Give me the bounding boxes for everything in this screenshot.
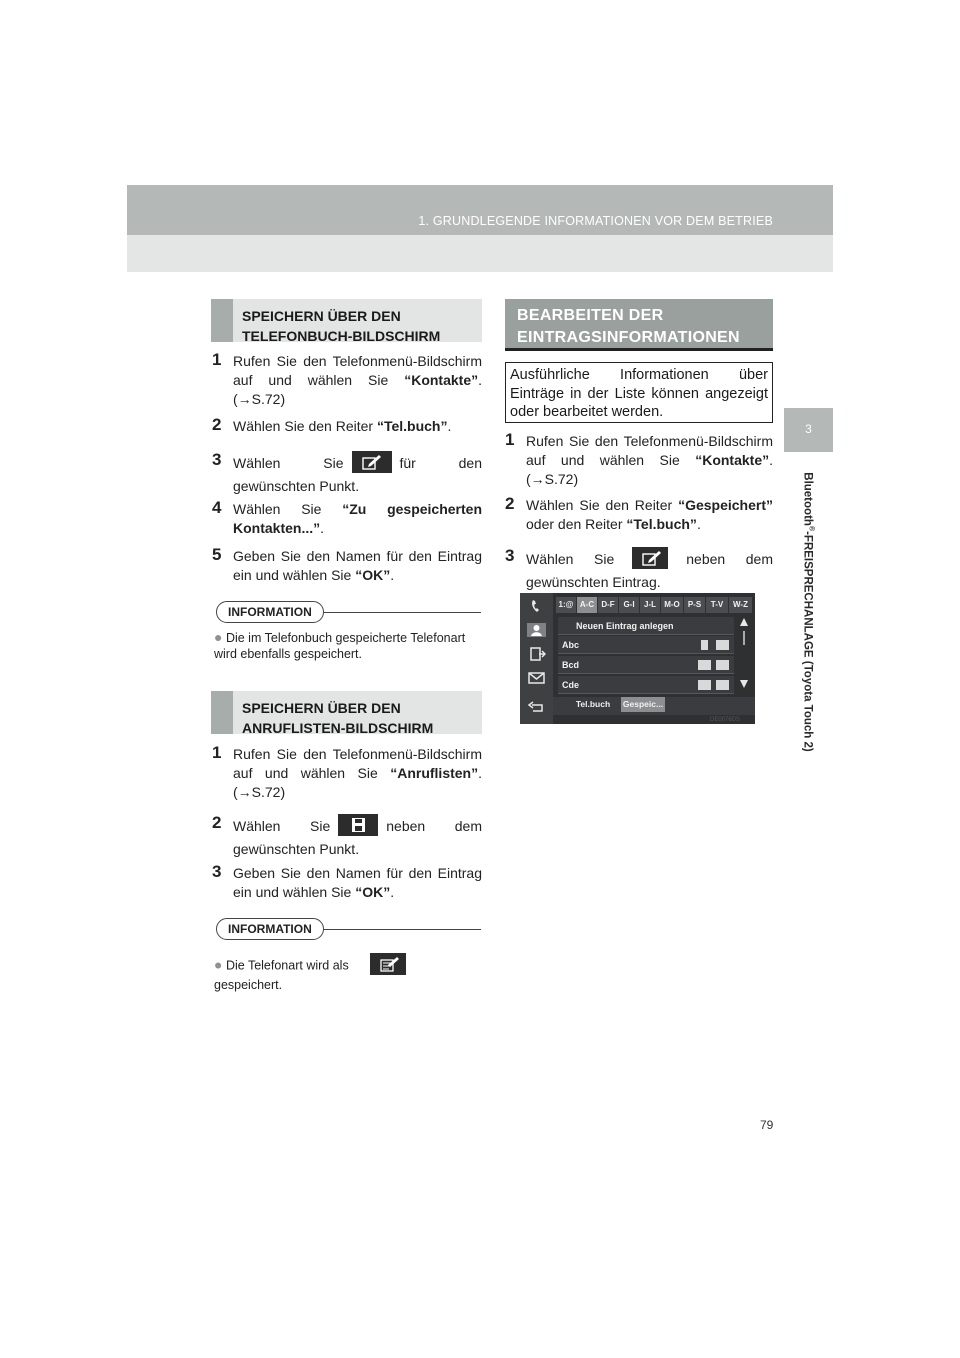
step-text (233, 417, 482, 436)
step-text-a: Wählen Sie (526, 551, 615, 567)
step-text-a: Wählen Sie den Reiter (233, 418, 377, 434)
bullet-icon: ● (214, 956, 223, 973)
section-title-line1: BEARBEITEN DER (517, 307, 664, 324)
step-text (526, 432, 773, 489)
message-icon (527, 671, 546, 685)
info-label: INFORMATION (216, 601, 324, 623)
scrollbar (743, 631, 745, 645)
back-icon (527, 701, 546, 715)
edit-icon (352, 451, 392, 473)
info-text-b: gespeichert. (214, 978, 283, 992)
edit-icon (716, 680, 729, 690)
tab-phonebook: Tel.buch (575, 699, 611, 709)
step-number: 3 (212, 450, 222, 469)
contacts-icon (527, 623, 546, 637)
step-text (233, 864, 482, 902)
alpha-tab: D-F (598, 597, 618, 613)
step-number: 1 (212, 743, 222, 762)
section-title-line2: EINTRAGSINFORMATIONEN (517, 329, 740, 346)
step-text-bold: “Gespeichert” (678, 497, 773, 513)
step-text-e: . (696, 516, 701, 532)
step-text-c: . (320, 520, 325, 536)
info-text (214, 629, 482, 662)
step-text-a: Wählen Sie (233, 501, 343, 517)
edit-icon (716, 640, 729, 650)
phone-type-icon (370, 953, 406, 975)
step-text-a: Geben Sie den Namen für den Eintrag ein und wählen Sie (233, 548, 482, 583)
contact-name: Cde (562, 680, 580, 690)
step-text-bold: “Kontakte” (404, 372, 479, 388)
phone-type-icon (698, 660, 711, 670)
contact-name: Abc (562, 640, 580, 650)
step-text (233, 500, 482, 538)
step-text-c: neben dem gewünschten Eintrag. (526, 551, 773, 591)
step-text-c: . (447, 418, 452, 434)
step-text (233, 352, 482, 409)
section-header-bar (211, 691, 233, 734)
step-text-bold: “OK” (355, 884, 391, 900)
scroll-up-icon (739, 617, 749, 627)
step-text (233, 547, 482, 585)
section-rule (505, 348, 773, 351)
contact-name: Bcd (562, 660, 580, 670)
step-number: 2 (212, 415, 222, 434)
bullet-icon: ● (214, 629, 223, 645)
alpha-tab: M-O (661, 597, 683, 613)
phone-icon (527, 599, 546, 613)
step-text-c: . (→S.72) (233, 372, 482, 407)
step-text-a: Wählen Sie (233, 455, 344, 471)
section-header-calllists (211, 691, 482, 734)
section-title (517, 305, 740, 349)
step-text-a: Rufen Sie den Telefonmenü-Bildschirm auf und wählen Sie (233, 353, 482, 388)
header-subbar (127, 235, 833, 272)
chapter-tab (784, 408, 833, 452)
phone-type-icon (698, 680, 711, 690)
header-bar (127, 185, 833, 235)
step-text-bold: “Tel.buch” (376, 418, 448, 434)
scroll-down-icon (739, 679, 749, 689)
contact-row (558, 656, 734, 674)
section-header-phonebook (211, 299, 482, 342)
step-text-c: oder den Reiter (526, 516, 627, 532)
step-text-a: Rufen Sie den Telefonmenü-Bildschirm auf und wählen Sie (526, 433, 773, 468)
new-entry-label: Neuen Eintrag anlegen (576, 621, 674, 631)
step-number: 2 (212, 813, 222, 832)
step-text (233, 452, 482, 497)
step-number: 3 (505, 546, 515, 565)
alpha-tab: 1:@ (556, 597, 576, 613)
step-text-a: Rufen Sie den Telefonmenü-Bildschirm auf und wählen Sie (233, 746, 482, 781)
info-text (214, 955, 482, 993)
step-text-c: . (390, 884, 395, 900)
step-number: 1 (212, 350, 222, 369)
step-text-bold: “Anruflisten” (390, 765, 479, 781)
section-title (242, 306, 440, 346)
step-text-c: neben dem gewünschten Punkt. (233, 818, 482, 858)
section-title-line2: ANRUFLISTEN-BILDSCHIRM (242, 720, 434, 736)
screen-sidebar (520, 593, 553, 724)
new-entry-row (558, 617, 734, 635)
step-text (526, 548, 773, 593)
section-title-line1: SPEICHERN ÜBER DEN (242, 700, 401, 716)
chapter-label (802, 472, 815, 751)
alpha-tab: P-S (684, 597, 705, 613)
alpha-tab: G-I (619, 597, 639, 613)
step-number: 3 (212, 862, 222, 881)
step-text-bold: “OK” (355, 567, 391, 583)
edit-icon (632, 547, 668, 569)
step-text-c: . (390, 567, 395, 583)
section-header-edit (505, 299, 773, 348)
step-text (526, 496, 773, 534)
step-number: 4 (212, 498, 222, 517)
step-text (233, 815, 482, 860)
chapter-label-sup: ® (807, 525, 815, 532)
chapter-label-post: -FREISPRECHANLAGE (Toyota Touch 2) (801, 531, 814, 752)
info-text-body: Die im Telefonbuch gespeicherte Telefonart wird ebenfalls gespeichert. (214, 631, 466, 661)
contact-row (558, 676, 734, 694)
section-title-line2: TELEFONBUCH-BILDSCHIRM (242, 328, 441, 344)
alpha-tab: W-Z (729, 597, 752, 613)
step-number: 1 (505, 430, 515, 449)
phone-type-icon (701, 640, 708, 650)
section-header-bar (211, 299, 233, 342)
call-list-icon (527, 647, 546, 661)
step-text-c: . (→S.72) (526, 452, 773, 487)
info-label: INFORMATION (216, 918, 324, 940)
step-text-a: Geben Sie den Namen für den Eintrag ein und wählen Sie (233, 865, 482, 900)
head-unit-screenshot (520, 593, 755, 724)
step-text-a: Wählen Sie (233, 818, 331, 834)
alpha-tab: J-L (640, 597, 660, 613)
alpha-tab: T-V (706, 597, 728, 613)
step-text-bold2: “Tel.buch” (626, 516, 697, 532)
contact-row (558, 636, 734, 654)
step-text-c: für den gewünschten Punkt. (233, 455, 482, 495)
edit-icon (716, 660, 729, 670)
intro-box: Ausführliche Informationen über Einträge in der Liste können angezeigt oder bearbeitet werden. (505, 362, 773, 423)
step-number: 2 (505, 494, 515, 513)
image-code: DE0076DS (710, 717, 741, 723)
step-number: 5 (212, 545, 222, 564)
step-text-a: Wählen Sie den Reiter (526, 497, 679, 513)
alpha-tab-selected: A-C (577, 597, 597, 613)
step-text-bold: “Kontakte” (695, 452, 770, 468)
step-text-bold: “Zu gespeicherten Kontakten...” (233, 501, 483, 536)
tab-saved: Gespeic... (621, 697, 665, 712)
chapter-label-pre: Bluetooth (801, 472, 814, 526)
chapter-number: 3 (805, 422, 812, 436)
page-number: 79 (760, 1118, 774, 1132)
save-icon (338, 814, 378, 836)
header-title: 1. GRUNDLEGENDE INFORMATIONEN VOR DEM BETRIEB (418, 214, 773, 228)
section-title-line1: SPEICHERN ÜBER DEN (242, 308, 401, 324)
step-text-c: . (→S.72) (233, 765, 482, 800)
step-text (233, 745, 482, 802)
info-text-a: Die Telefonart wird als (225, 958, 349, 973)
section-title (242, 698, 433, 738)
